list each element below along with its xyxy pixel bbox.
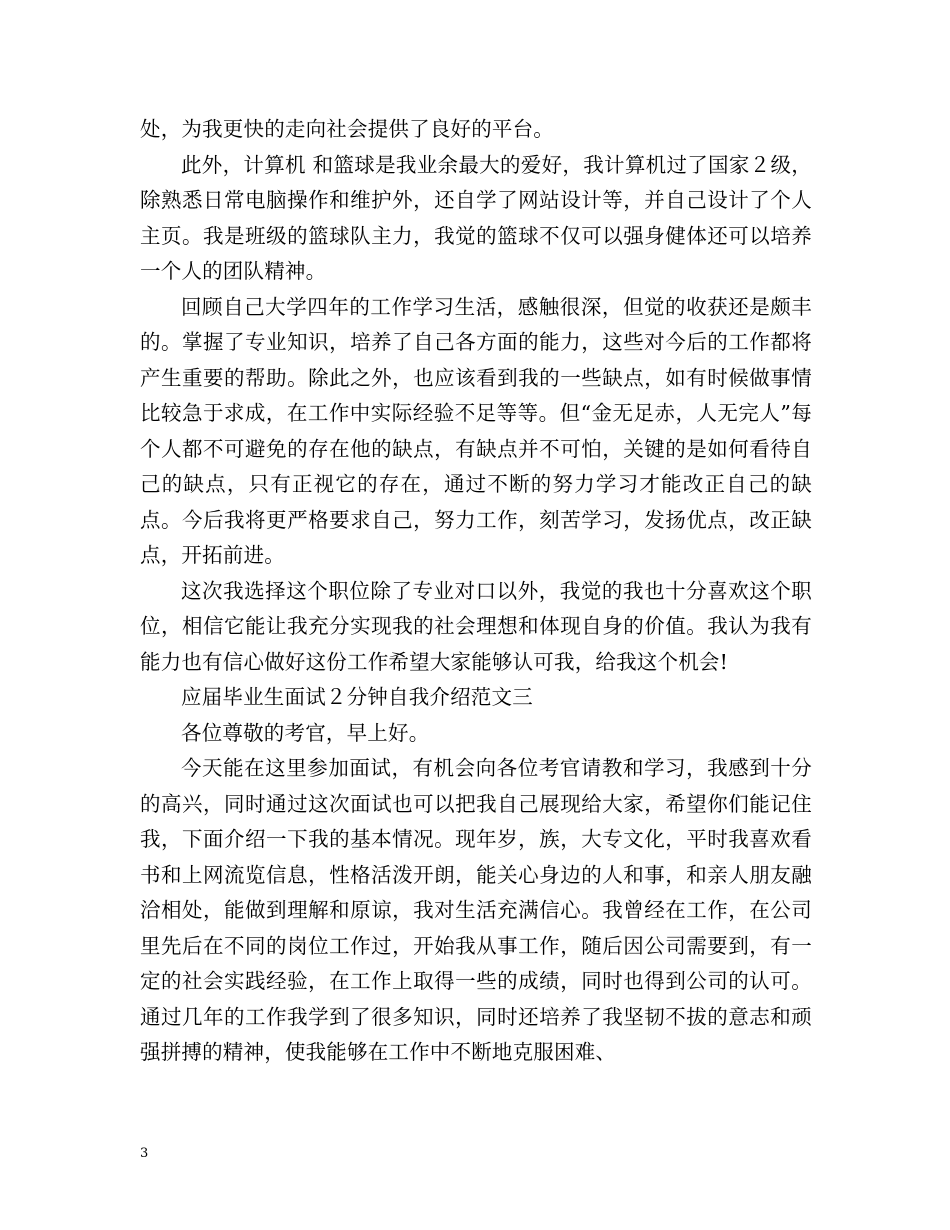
paragraph-2: 此外，计算机 和篮球是我业余最大的爱好，我计算机过了国家２级，除熟悉日常电脑操作和维护外，还自学了网站设计等，并自己设计了个人主页。我是班级的篮球队主力，我觉的篮球不仅可以强身健体还可以培养一个人的团队精神。 (140, 152, 812, 283)
paragraph-3: 回顾自己大学四年的工作学习生活，感触很深，但觉的收获还是颇丰的。掌握了专业知识，培养了自己各方面的能力，这些对今后的工作都将产生重要的帮助。除此之外，也应该看到我的一些缺点，如有时候做事情比较急于求成，在工作中实际经验不足等等。但“金无足赤，人无完人”每个人都不可避免的存在他的缺点，有缺点并不可怕，关键的是如何看待自己的缺点，只有正视它的存在，通过不断的努力学习才能改正自己的缺点。今后我将更严格要求自己，努力工作，刻苦学习，发扬优点，改正缺点，开拓前进。 (140, 294, 812, 567)
page-number: 3 (140, 1146, 149, 1161)
document-body (140, 112, 812, 1071)
paragraph-1: 处，为我更快的走向社会提供了良好的平台。 (140, 117, 554, 141)
paragraph-4: 这次我选择这个职位除了专业对口以外，我觉的我也十分喜欢这个职位，相信它能让我充分实现我的社会理想和体现自身的价值。我认为我有能力也有信心做好这份工作希望大家能够认可我，给我这个机会! (140, 578, 812, 674)
section-heading: 应届毕业生面试２分钟自我介绍范文三 (181, 685, 533, 709)
paragraph-7: 今天能在这里参加面试，有机会向各位考官请教和学习，我感到十分的高兴，同时通过这次面试也可以把我自己展现给大家，希望你们能记住我，下面介绍一下我的基本情况。现年岁，族，大专文化，平时我喜欢看书和上网流览信息，性格活泼开朗，能关心身边的人和事，和亲人朋友融洽相处，能做到理解和原谅，我对生活充满信心。我曾经在工作，在公司里先后在不同的岗位工作过，开始我从事工作，随后因公司需要到，有一定的社会实践经验，在工作上取得一些的成绩，同时也得到公司的认可。通过几年的工作我学到了很多知识，同时还培养了我坚韧不拔的意志和顽强拼搏的精神，使我能够在工作中不断地克服困难、 (140, 756, 812, 1064)
greeting-paragraph: 各位尊敬的考官，早上好。 (181, 720, 430, 745)
